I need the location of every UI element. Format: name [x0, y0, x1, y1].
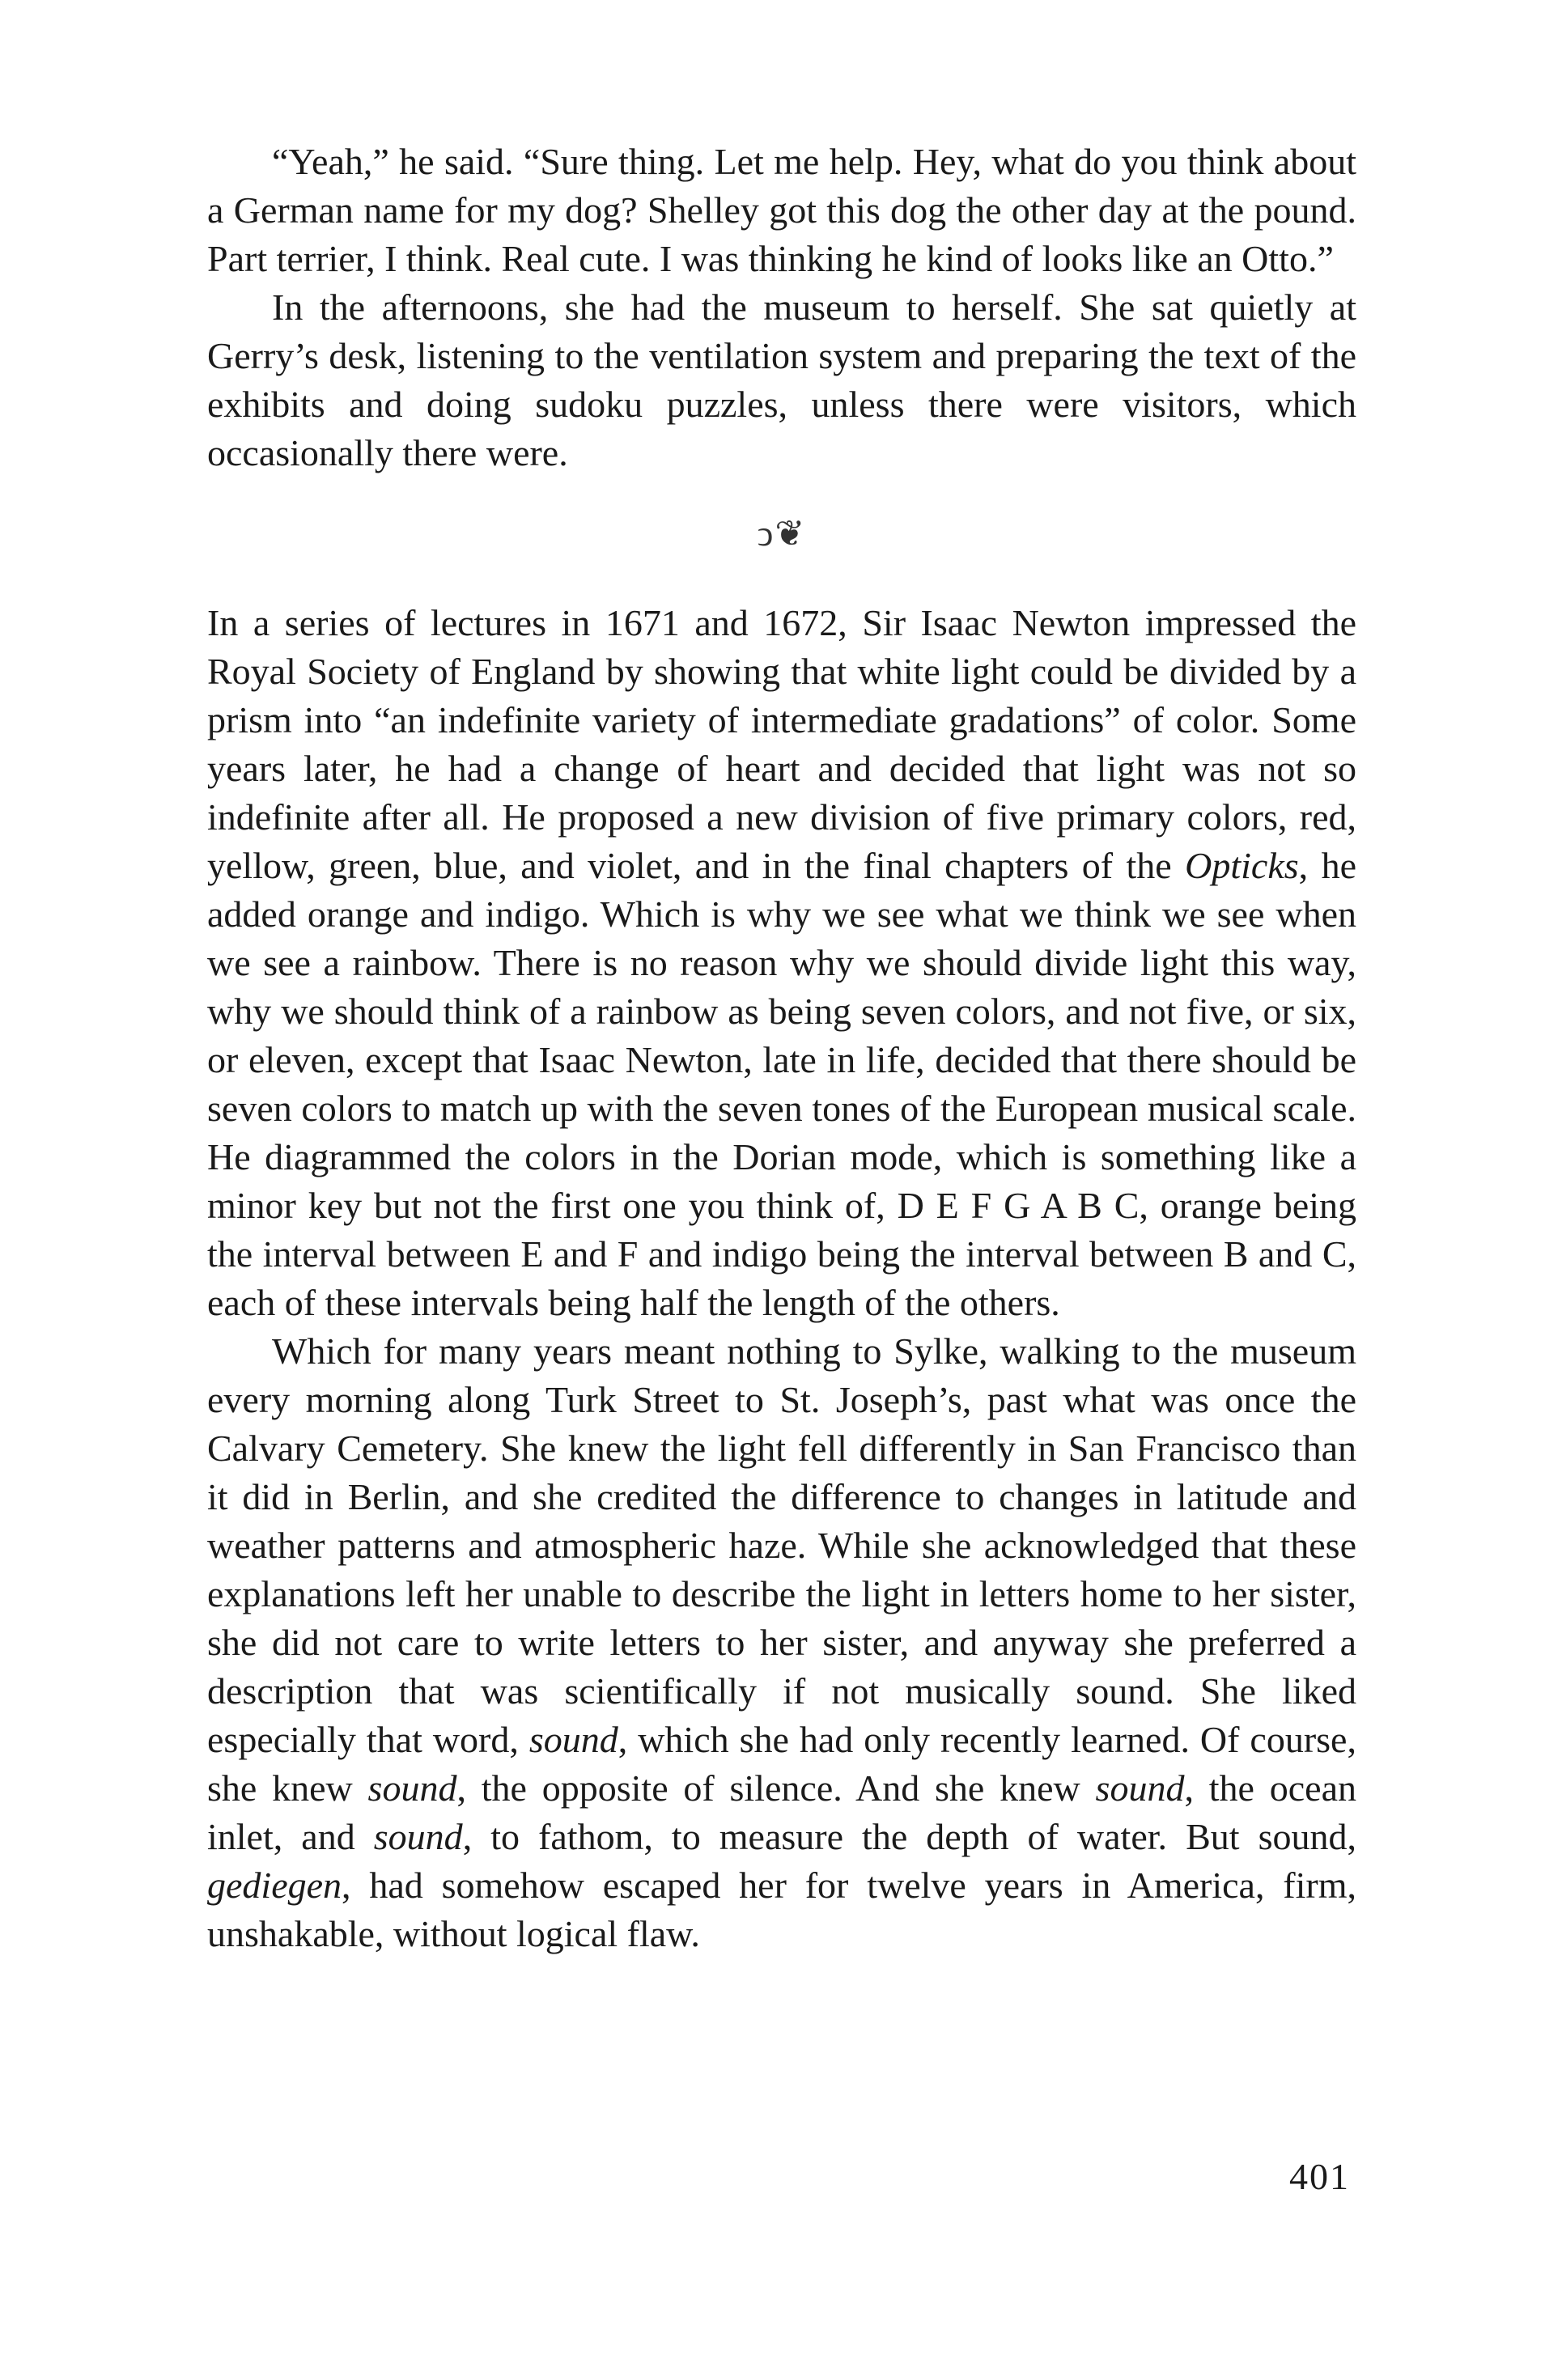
paragraph-newton [207, 599, 1356, 1327]
paragraph-afternoons: In the afternoons, she had the museum to herself. She sat quietly at Gerry’s desk, listening to the ventilation system and preparing the text of the exhibits and doing sudoku puzzles, unless there were visitors, which occasionally there were. [207, 286, 1356, 473]
text-block [207, 138, 1356, 1958]
italic-word-sound: sound [373, 1816, 463, 1857]
italic-word-gediegen: gediegen [207, 1865, 342, 1906]
text-run: , the ocean inlet, and [207, 1767, 1356, 1857]
italic-title-opticks: Opticks [1185, 845, 1299, 886]
italic-word-sound: sound [528, 1719, 618, 1760]
text-run: In a series of lectures in 1671 and 1672, Sir Isaac Newton impressed the Royal Society of England by showing that white light could be divided by a prism into “an indefinite variety of intermediate gradations” of color. Some years later, he had a change of heart and decided that light was not so indefinite after all. He proposed a new division of five primary colors, red, yellow, green, blue, and violet, and in the final chapters of the [207, 602, 1356, 886]
italic-word-sound: sound [1095, 1767, 1185, 1809]
paragraph-dialogue: “Yeah,” he said. “Sure thing. Let me help. Hey, what do you think about a German name for my dog? Shelley got this dog the other day at the pound. Part terrier, I think. Real cute. I was thinking he kind of looks like an Otto.” [207, 141, 1356, 279]
text-run: , had somehow escaped her for twelve years in America, firm, unshakable, without logical flaw. [207, 1865, 1356, 1954]
text-run: , which she had only recently learned. Of course, she knew [207, 1719, 1356, 1809]
text-run: Which for many years meant nothing to Sylke, walking to the museum every morning along Turk Street to St. Joseph’s, past what was once the Calvary Cemetery. She knew the light fell differently in San Francisco than it did in Berlin, and she credited the difference to changes in latitude and weather patterns and atmospheric haze. While she acknowledged that these explanations left her unable to describe the light in letters home to her sister, she did not care to write letters to her sister, and anyway she preferred a description that was scientifically if not musically sound. She liked especially that word, [207, 1330, 1356, 1760]
page-number: 401 [1289, 2156, 1350, 2197]
italic-word-sound: sound [367, 1767, 457, 1809]
text-run: , to fathom, to measure the depth of water. But sound, [462, 1816, 1356, 1857]
text-run: , the opposite of silence. And she knew [456, 1767, 1096, 1809]
section-break-ornament: ↄ❦ [757, 514, 807, 554]
text-run: , he added orange and indigo. Which is why we see what we think we see when we see a rainbow. There is no reason why we should divide light this way, why we should think of a rainbow as being seven colors, and not five, or six, or eleven, except that Isaac Newton, late in life, decided that there should be seven colors to match up with the seven tones of the European musical scale. He diagrammed the colors in the Dorian mode, which is something like a minor key but not the first one you think of, D E F G A B C, orange being the interval between E and F and indigo being the interval between B and C, each of these intervals being half the length of the others. [207, 845, 1356, 1323]
paragraph-sylke [207, 1327, 1356, 1958]
